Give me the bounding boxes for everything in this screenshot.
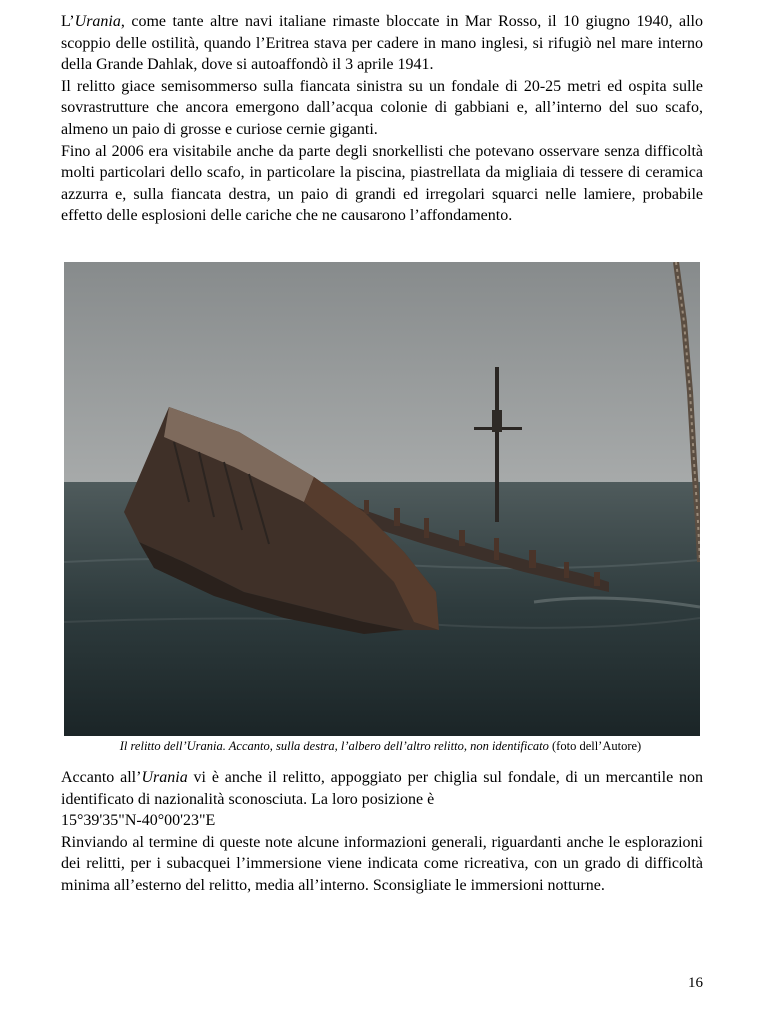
ship-name: Urania [74, 13, 121, 30]
wreck-photo [64, 262, 700, 736]
paragraph-snorkelling: Fino al 2006 era visitabile anche da parte degli snorkellisti che potevano osservare senza difficoltà molti particolari dello scafo, in particolare la piscina, piastrellata da migliaia di tessere di ceramica azzurra e, sulla fiancata destra, un paio di grandi ed irregolari squarci nelle lamiere, probabile effetto delle esplosioni delle cariche che ne causarono l’affondamento. [61, 142, 703, 225]
caption-credit: (foto dell’Autore) [548, 739, 642, 753]
body-text-top [61, 11, 703, 227]
page-number: 16 [688, 975, 703, 991]
wreck-coordinates: 15°39'35"N-40°00'23"E [61, 812, 216, 830]
caption-italic: Il relitto dell’Urania. Accanto, sulla destra, l’albero dell’altro relitto, non identificato [119, 739, 549, 753]
body-text-bottom [61, 767, 703, 897]
paragraph-dive-info: Rinviando al termine di queste note alcune informazioni generali, riguardanti anche le esplorazioni dei relitti, per i subacquei l’immersione viene indicata come ricreativa, con un grado di difficoltà minima all’esterno del relitto, media all’interno. Sconsigliate le immersioni notturne. [61, 833, 703, 894]
paragraph-wreck-position: Il relitto giace semisommerso sulla fiancata sinistra su un fondale di 20-25 metri ed ospita sulle sovrastrutture che ancora emergono dall’acqua colonie di gabbiani e, all’interno del suo scafo, almeno un paio di grosse e curiose cernie giganti. [61, 77, 703, 138]
paragraph-second-wreck: Accanto all’Urania vi è anche il relitto, appoggiato per chiglia sul fondale, di un mercantile non identificato di nazionalità sconosciuta. La loro posizione è 15°39'35"N-40°00'23"E [61, 769, 704, 830]
photo-caption [40, 738, 721, 754]
paragraph-urania-history: L’Urania, come tante altre navi italiane rimaste bloccate in Mar Rosso, il 10 giugno 1940, allo scoppio delle ostilità, quando l’Eritrea stava per cadere in mano inglesi, si rifugiò nel mare interno della Grande Dahlak, dove si autoaffondò il 3 aprile 1941. [61, 13, 703, 74]
ship-name: Urania [141, 769, 188, 786]
